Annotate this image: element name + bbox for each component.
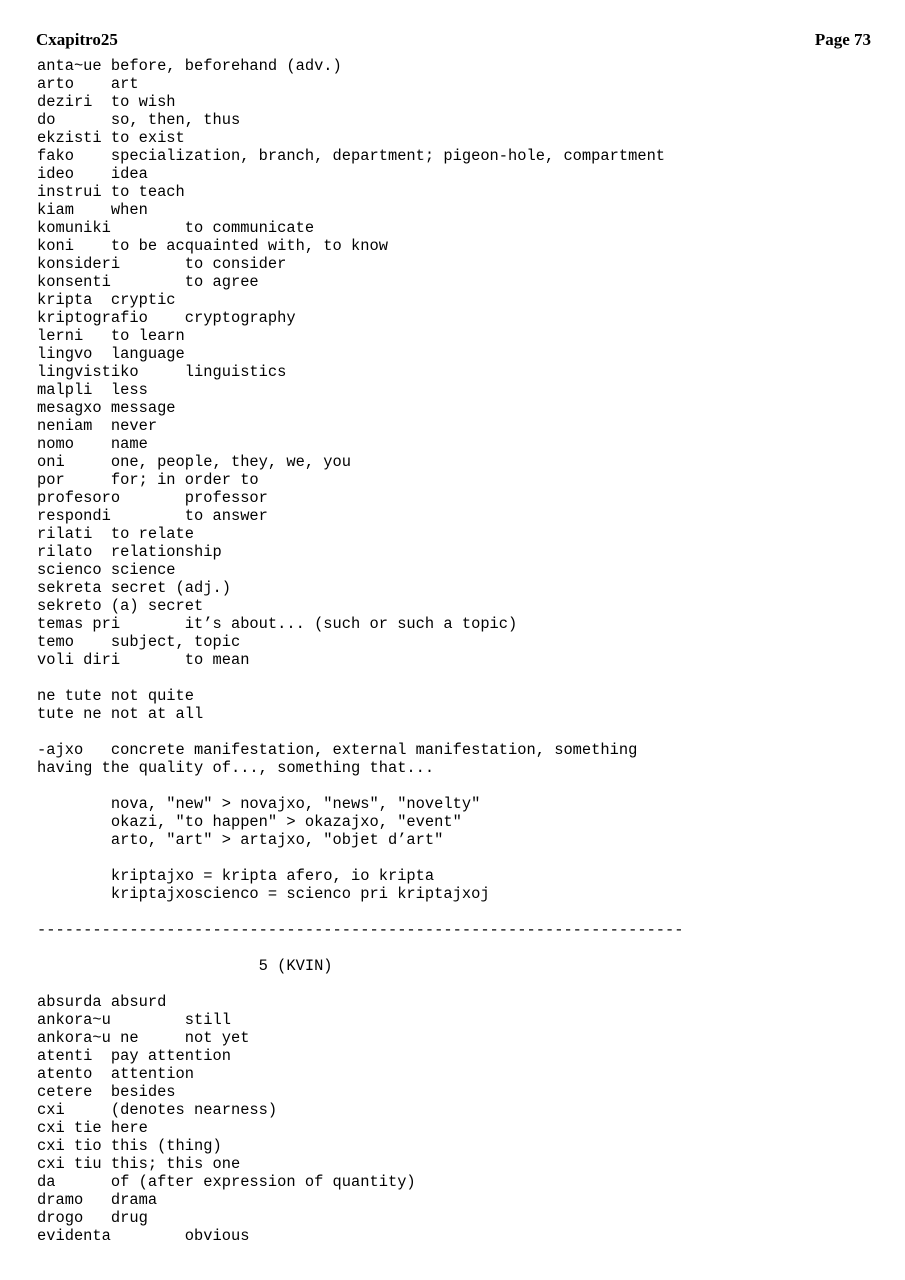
- blank-line: [37, 777, 887, 795]
- text-line: atenti pay attention: [37, 1047, 231, 1065]
- text-line: lingvistiko linguistics: [37, 363, 287, 381]
- text-line: sekreto (a) secret: [37, 597, 204, 615]
- text-line: arto art: [37, 75, 139, 93]
- text-line: temo subject, topic: [37, 633, 241, 651]
- text-line: kripta cryptic: [37, 291, 176, 309]
- text-line: nova, "new" > novajxo, "news", "novelty": [37, 795, 481, 813]
- blank-line: [37, 723, 887, 741]
- text-line: ideo idea: [37, 165, 148, 183]
- text-line: lerni to learn: [37, 327, 185, 345]
- text-line: deziri to wish: [37, 93, 176, 111]
- text-line: ----------------------------------------------------------------------: [37, 921, 684, 939]
- text-line: malpli less: [37, 381, 148, 399]
- text-line: ankora~u ne not yet: [37, 1029, 250, 1047]
- text-line: ekzisti to exist: [37, 129, 185, 147]
- page-number: Page 73: [814, 30, 871, 49]
- text-line: kiam when: [37, 201, 148, 219]
- text-line: kriptografio cryptography: [37, 309, 296, 327]
- text-line: da of (after expression of quantity): [37, 1173, 416, 1191]
- blank-line: [37, 903, 887, 921]
- text-line: -ajxo concrete manifestation, external manifestation, something: [37, 741, 638, 759]
- text-line: lingvo language: [37, 345, 185, 363]
- text-line: instrui to teach: [37, 183, 185, 201]
- text-line: nomo name: [37, 435, 148, 453]
- text-line: 5 (KVIN): [37, 957, 333, 975]
- blank-line: [37, 849, 887, 867]
- text-line: konsideri to consider: [37, 255, 287, 273]
- blank-line: [37, 975, 887, 993]
- text-line: kriptajxoscienco = scienco pri kriptajxoj: [37, 885, 490, 903]
- vocabulary-text: [37, 57, 887, 1245]
- text-line: respondi to answer: [37, 507, 268, 525]
- chapter-title: Cxapitro25: [36, 30, 118, 49]
- text-line: scienco science: [37, 561, 176, 579]
- blank-line: [37, 669, 887, 687]
- text-line: dramo drama: [37, 1191, 158, 1209]
- text-line: absurda absurd: [37, 993, 167, 1011]
- text-line: cxi (denotes nearness): [37, 1101, 278, 1119]
- text-line: cxi tie here: [37, 1119, 148, 1137]
- blank-line: [37, 939, 887, 957]
- text-line: por for; in order to: [37, 471, 259, 489]
- text-line: okazi, "to happen" > okazajxo, "event": [37, 813, 462, 831]
- text-line: mesagxo message: [37, 399, 176, 417]
- text-line: temas pri it’s about... (such or such a topic): [37, 615, 518, 633]
- text-line: konsenti to agree: [37, 273, 259, 291]
- text-line: do so, then, thus: [37, 111, 241, 129]
- text-line: voli diri to mean: [37, 651, 250, 669]
- text-line: anta~ue before, beforehand (adv.): [37, 57, 342, 75]
- text-line: ne tute not quite: [37, 687, 195, 705]
- text-line: rilato relationship: [37, 543, 222, 561]
- text-line: atento attention: [37, 1065, 195, 1083]
- text-line: tute ne not at all: [37, 705, 204, 723]
- text-line: kriptajxo = kripta afero, io kripta: [37, 867, 435, 885]
- text-line: sekreta secret (adj.): [37, 579, 231, 597]
- text-line: cxi tiu this; this one: [37, 1155, 241, 1173]
- text-line: komuniki to communicate: [37, 219, 315, 237]
- text-line: evidenta obvious: [37, 1227, 250, 1245]
- text-line: rilati to relate: [37, 525, 195, 543]
- text-line: ankora~u still: [37, 1011, 231, 1029]
- text-line: arto, "art" > artajxo, "objet d’art": [37, 831, 444, 849]
- text-line: drogo drug: [37, 1209, 148, 1227]
- text-line: having the quality of..., something that...: [37, 759, 435, 777]
- text-line: cetere besides: [37, 1083, 176, 1101]
- text-line: neniam never: [37, 417, 158, 435]
- text-line: cxi tio this (thing): [37, 1137, 222, 1155]
- text-line: profesoro professor: [37, 489, 268, 507]
- page-header: [36, 30, 871, 52]
- text-line: oni one, people, they, we, you: [37, 453, 352, 471]
- text-line: koni to be acquainted with, to know: [37, 237, 388, 255]
- text-line: fako specialization, branch, department; pigeon-hole, compartment: [37, 147, 666, 165]
